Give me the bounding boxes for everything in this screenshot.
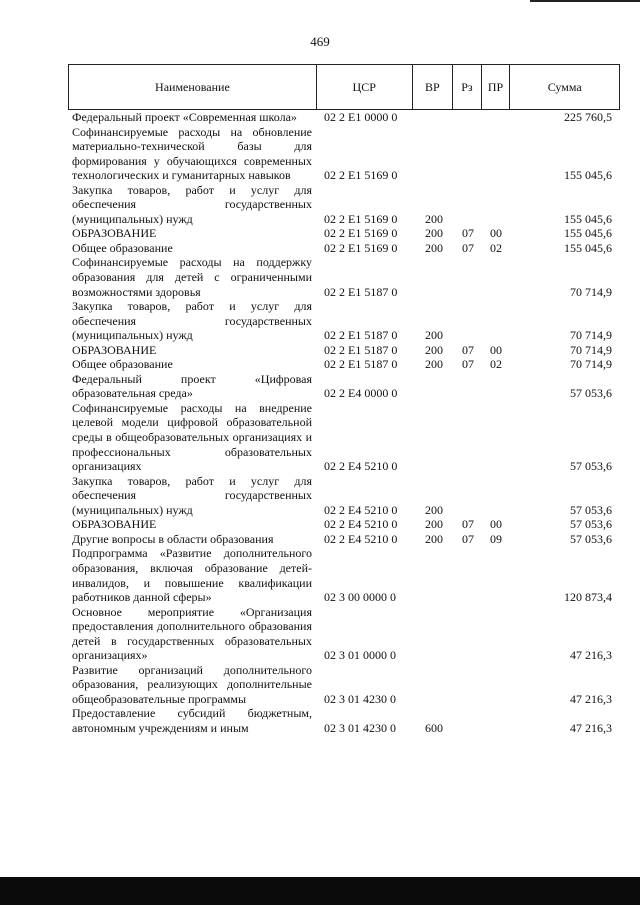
cell-pr: 00 xyxy=(490,342,502,357)
cell-sum: 57 053,6 xyxy=(570,386,612,401)
cell-sum: 57 053,6 xyxy=(570,459,612,474)
cell-name: Софинансируемые расходы на обновление материально-технической базы для формирования у обучающихся современных технологических и гуманитарных навыков xyxy=(72,124,312,183)
cell-name: ОБРАЗОВАНИЕ xyxy=(72,517,157,532)
table-row xyxy=(68,183,620,227)
cell-name: Основное мероприятие «Организация предоставления дополнительного образования детей в государственных образовательных организациях» xyxy=(72,604,312,663)
top-edge-line xyxy=(530,0,640,2)
cell-csr: 02 2 E1 5169 0 xyxy=(324,168,398,183)
table-body xyxy=(68,110,620,736)
header-csr: ЦСР xyxy=(316,65,412,109)
header-pr: ПР xyxy=(481,65,510,109)
cell-name: Закупка товаров, работ и услуг для обеспечения государственных (муниципальных) нужд xyxy=(72,473,312,517)
table-row xyxy=(68,532,620,547)
header-sum: Сумма xyxy=(509,65,619,109)
cell-pr: 09 xyxy=(490,531,502,546)
cell-sum: 70 714,9 xyxy=(570,328,612,343)
cell-vr: 200 xyxy=(425,357,443,372)
cell-sum: 70 714,9 xyxy=(570,342,612,357)
cell-sum: 47 216,3 xyxy=(570,648,612,663)
cell-csr: 02 2 E4 0000 0 xyxy=(324,386,398,401)
cell-sum: 155 045,6 xyxy=(564,168,612,183)
table-row xyxy=(68,605,620,663)
cell-sum: 47 216,3 xyxy=(570,720,612,735)
cell-rz: 07 xyxy=(462,240,474,255)
page-number: 469 xyxy=(310,34,330,49)
cell-vr: 200 xyxy=(425,226,443,241)
cell-vr: 200 xyxy=(425,240,443,255)
cell-csr: 02 2 E1 5169 0 xyxy=(324,240,398,255)
cell-csr: 02 2 E1 5169 0 xyxy=(324,226,398,241)
cell-sum: 57 053,6 xyxy=(570,531,612,546)
cell-name: Федеральный проект «Цифровая образовательная среда» xyxy=(72,371,312,401)
cell-name: Общее образование xyxy=(72,357,173,372)
cell-vr: 200 xyxy=(425,211,443,226)
cell-name: Софинансируемые расходы на внедрение целевой модели цифровой образовательной среды в общеобразовательных организациях и профессиональных образовательных организациях xyxy=(72,400,312,474)
cell-csr: 02 2 E1 5169 0 xyxy=(324,211,398,226)
cell-name: Закупка товаров, работ и услуг для обеспечения государственных (муниципальных) нужд xyxy=(72,299,312,343)
table-row xyxy=(68,546,620,604)
cell-sum: 70 714,9 xyxy=(570,284,612,299)
cell-csr: 02 2 E1 5187 0 xyxy=(324,328,398,343)
cell-csr: 02 2 E1 5187 0 xyxy=(324,284,398,299)
table-row xyxy=(68,125,620,183)
cell-name: Развитие организаций дополнительного образования, реализующих дополнительные общеобразовательные программы xyxy=(72,662,312,706)
table-row xyxy=(68,357,620,372)
cell-vr: 200 xyxy=(425,517,443,532)
table-row xyxy=(68,517,620,532)
cell-csr: 02 2 E1 5187 0 xyxy=(324,357,398,372)
cell-sum: 120 873,4 xyxy=(564,590,612,605)
table-row xyxy=(68,110,620,125)
cell-sum: 57 053,6 xyxy=(570,502,612,517)
table-row xyxy=(68,663,620,707)
budget-table xyxy=(68,64,620,736)
cell-name: ОБРАЗОВАНИЕ xyxy=(72,226,157,241)
cell-vr: 600 xyxy=(425,720,443,735)
table-row xyxy=(68,255,620,299)
table-row xyxy=(68,474,620,518)
cell-pr: 00 xyxy=(490,517,502,532)
cell-name: Общее образование xyxy=(72,240,173,255)
table-row xyxy=(68,299,620,343)
cell-sum: 225 760,5 xyxy=(564,110,612,124)
cell-name: Предоставление субсидий бюджетным, автономным учреждениям и иным xyxy=(72,706,312,735)
cell-vr: 200 xyxy=(425,502,443,517)
cell-csr: 02 3 01 4230 0 xyxy=(324,720,396,735)
cell-rz: 07 xyxy=(462,531,474,546)
scan-bottom-border xyxy=(0,877,640,905)
cell-sum: 70 714,9 xyxy=(570,357,612,372)
header-vr: ВР xyxy=(412,65,453,109)
cell-rz: 07 xyxy=(462,357,474,372)
cell-csr: 02 3 00 0000 0 xyxy=(324,590,396,605)
cell-csr: 02 2 E1 5187 0 xyxy=(324,342,398,357)
cell-vr: 200 xyxy=(425,531,443,546)
cell-csr: 02 2 E4 5210 0 xyxy=(324,531,398,546)
cell-rz: 07 xyxy=(462,226,474,241)
cell-sum: 155 045,6 xyxy=(564,211,612,226)
cell-sum: 155 045,6 xyxy=(564,240,612,255)
cell-pr: 00 xyxy=(490,226,502,241)
cell-vr: 200 xyxy=(425,328,443,343)
cell-pr: 02 xyxy=(490,240,502,255)
table-row xyxy=(68,226,620,241)
table-header xyxy=(68,64,620,110)
cell-vr: 200 xyxy=(425,342,443,357)
cell-sum: 155 045,6 xyxy=(564,226,612,241)
cell-csr: 02 2 E4 5210 0 xyxy=(324,517,398,532)
cell-rz: 07 xyxy=(462,517,474,532)
cell-name: ОБРАЗОВАНИЕ xyxy=(72,342,157,357)
table-row xyxy=(68,706,620,735)
cell-csr: 02 3 01 4230 0 xyxy=(324,691,396,706)
cell-name: Закупка товаров, работ и услуг для обеспечения государственных (муниципальных) нужд xyxy=(72,182,312,226)
table-row xyxy=(68,241,620,256)
cell-sum: 47 216,3 xyxy=(570,691,612,706)
cell-csr: 02 2 E4 5210 0 xyxy=(324,502,398,517)
cell-csr: 02 2 E1 0000 0 xyxy=(324,110,398,124)
cell-csr: 02 3 01 0000 0 xyxy=(324,648,396,663)
header-name: Наименование xyxy=(155,79,230,94)
table-row xyxy=(68,401,620,474)
header-rz: Рз xyxy=(452,65,481,109)
cell-name: Другие вопросы в области образования xyxy=(72,531,274,546)
cell-name: Федеральный проект «Современная школа» xyxy=(72,110,297,124)
cell-csr: 02 2 E4 5210 0 xyxy=(324,459,398,474)
cell-sum: 57 053,6 xyxy=(570,517,612,532)
table-row xyxy=(68,372,620,401)
cell-name: Софинансируемые расходы на поддержку образования для детей с ограниченными возможностями здоровья xyxy=(72,255,312,299)
cell-pr: 02 xyxy=(490,357,502,372)
table-row xyxy=(68,343,620,358)
cell-rz: 07 xyxy=(462,342,474,357)
cell-name: Подпрограмма «Развитие дополнительного образования, включая образование детей-инвалидов, и повышение квалификации работников данной сферы» xyxy=(72,546,312,605)
